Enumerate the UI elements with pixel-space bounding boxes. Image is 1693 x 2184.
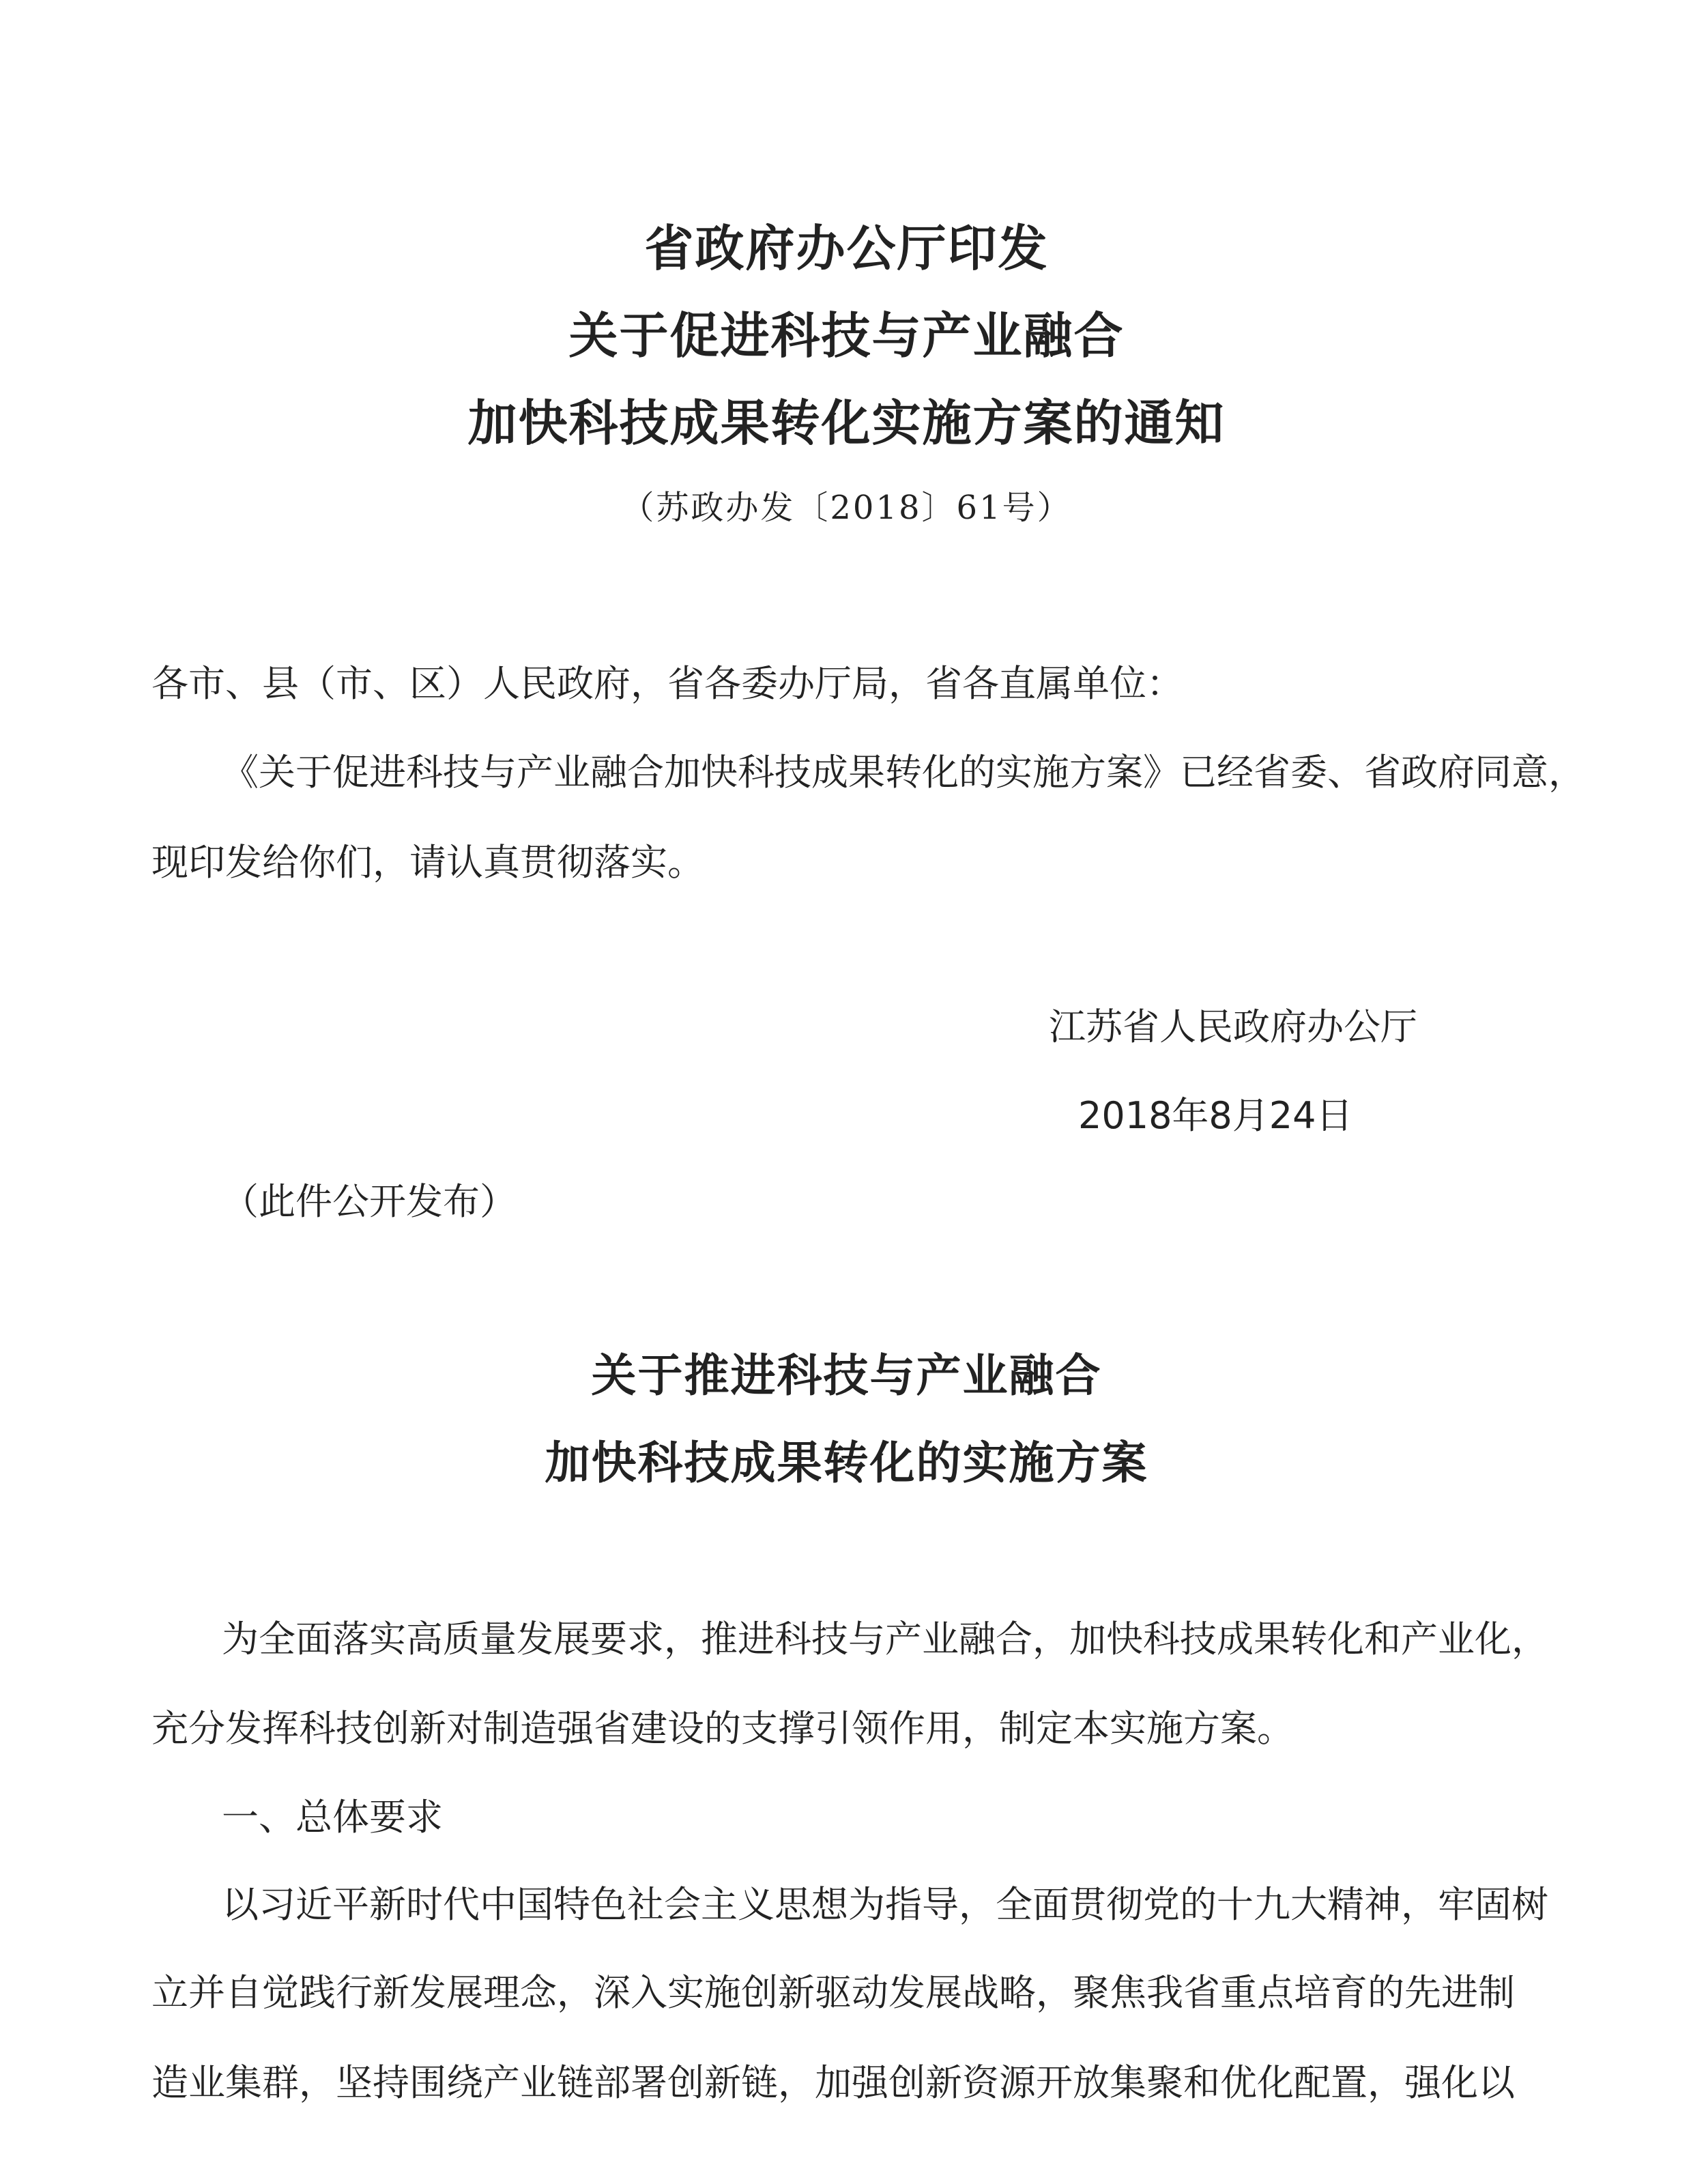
plan-title-line-1: 关于推进科技与产业融合 [591, 1349, 1102, 1402]
notice-title-line-3: 加快科技成果转化实施方案的通知 [467, 394, 1226, 452]
document-number: （苏政办发〔2018〕61号） [621, 489, 1072, 527]
notice-body-line-2: 现印发给你们，请认真贯彻落实。 [151, 841, 704, 884]
issue-date: 2018年8月24日 [1078, 1094, 1353, 1137]
notice-title-line-2: 关于促进科技与产业融合 [568, 307, 1125, 364]
plan-intro-line-1: 为全面落实高质量发展要求，推进科技与产业融合，加快科技成果转化和产业化， [222, 1618, 1548, 1661]
addressee: 各市、县（市、区）人民政府，省各委办厅局，省各直属单位： [151, 662, 1183, 705]
notice-body-line-1: 《关于促进科技与产业融合加快科技成果转化的实施方案》已经省委、省政府同意， [222, 751, 1585, 794]
section-body-line-1: 以习近平新时代中国特色社会主义思想为指导，全面贯彻党的十九大精神，牢固树 [222, 1883, 1548, 1926]
section-body-line-2: 立并自觉践行新发展理念，深入实施创新驱动发展战略，聚焦我省重点培育的先进制 [151, 1971, 1515, 2014]
section-body-line-3: 造业集群，坚持围绕产业链部署创新链，加强创新资源开放集聚和优化配置，强化以 [151, 2061, 1515, 2104]
section-heading: 一、总体要求 [222, 1796, 443, 1839]
notice-title-line-1: 省政府办公厅印发 [644, 220, 1049, 277]
issuing-office: 江苏省人民政府办公厅 [1049, 1005, 1417, 1048]
release-note: （此件公开发布） [222, 1180, 517, 1223]
plan-intro-line-2: 充分发挥科技创新对制造强省建设的支撑引领作用，制定本实施方案。 [151, 1707, 1294, 1750]
plan-title-line-2: 加快科技成果转化的实施方案 [545, 1437, 1148, 1489]
